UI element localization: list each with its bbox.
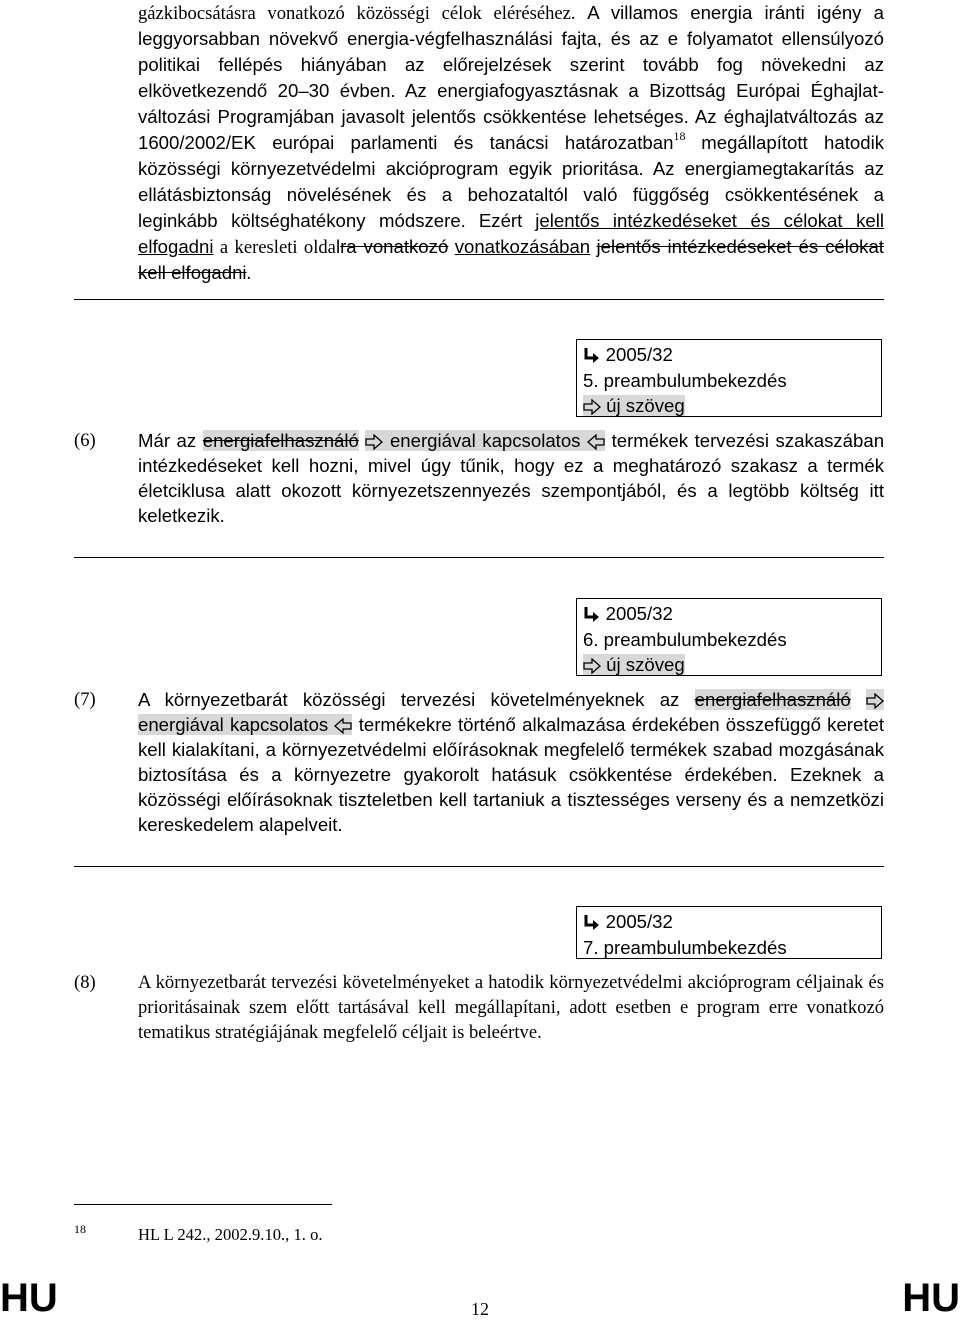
recital-7-deleted: energiafelhasználó [694, 689, 851, 710]
box-ref: 2005/32 [605, 603, 673, 624]
arrow-right-outline-icon [583, 399, 601, 415]
footnote-ref[interactable]: 18 [673, 129, 686, 143]
recital-7-text-a: A környezetbarát közösségi tervezési követelményeknek az [138, 689, 680, 710]
inserted-text-2: vonatkozásában [454, 236, 591, 257]
recital-6-inserted: energiával kapcsolatos [389, 430, 581, 451]
para-end: . [246, 263, 252, 284]
insert-end-arrow-icon [587, 434, 605, 450]
language-code-left: HU [0, 1276, 58, 1320]
recital-8: A környezetbarát tervezési követelményeket a hatodik környezetvédelmi akcióprogram céljainak és prioritásainak szem előtt tartásával kell megállapítani, adott esetben e program erre vonatkozó tematikus stratégiájának megfelelő céljait is beleértve. [138, 972, 884, 1043]
language-code-right: HU [902, 1276, 960, 1320]
box-new-text-line [583, 393, 881, 419]
arrow-down-right-icon [583, 605, 601, 623]
deleted-text-2: jelentős intézkedéseket és célokat kell elfogadni [138, 236, 884, 283]
footnote-rule [74, 1204, 332, 1205]
amendment-box-1 [576, 339, 882, 417]
amendment-box-3 [576, 906, 882, 959]
recital-7-text-b: termékekre történő alkalmazása érdekében összefüggő keretet kell kialakítani, a környezetvédelmi előírásoknak megfelelő termékek szabad mozgásának biztosítása és a környezetre gyakorolt hatásuk csökkentése érdekében. Ezeknek a közösségi előírásoknak tiszteletben kell tartaniuk a tisztességes verseny és a nemzetközi kereskedelem alapelveit. [138, 714, 884, 835]
para-text-3a: Ezért [478, 210, 523, 231]
recital-7-inserted: energiával kapcsolatos [138, 714, 329, 735]
box-ref-line [583, 342, 881, 368]
insert-end-arrow-icon [334, 718, 352, 734]
footnote-number: 18 [74, 1222, 86, 1236]
box-ref-line [583, 601, 881, 627]
arrow-right-outline-icon [583, 658, 601, 674]
box-recital: 6. preambulumbekezdés [583, 629, 787, 650]
box-new-text-line [583, 652, 881, 678]
insert-start-arrow-icon [365, 434, 383, 450]
recital-6-deleted: energiafelhasználó [202, 430, 359, 451]
para-text-2: megállapított hatodik közösségi környezetvédelmi akcióprogram egyik prioritása. Az energiamegtakarítás az ellátásbiztonság növelésének és a behozataltól való függőség csökkentésének a leginkább költséghatékony módszere. [138, 132, 884, 231]
box-recital: 5. preambulumbekezdés [583, 370, 787, 391]
box-new-text: új szöveg [606, 654, 685, 675]
box-recital: 7. preambulumbekezdés [583, 937, 787, 958]
recital-number-8: (8) [74, 972, 96, 993]
box-ref: 2005/32 [605, 344, 673, 365]
separator-rule-3 [74, 866, 884, 867]
page-number: 12 [471, 1299, 489, 1319]
recital-number-7: (7) [74, 689, 96, 710]
top-paragraph [138, 0, 884, 286]
recital-6-text-a: Már az [138, 430, 197, 451]
inserted-text-1: jelentős intézkedéseket és célokat kell elfogadni [138, 210, 884, 257]
recital-6 [138, 428, 884, 528]
arrow-down-right-icon [583, 346, 601, 364]
para-text-1b: A villamos energia iránti igény a leggyorsabban növekvő energia-végfelhasználási fajta, és az e folyamatot ellensúlyozó politikai fellépés hiányában az előrejelzések szerint tovább fog növekedni az elkövetkezendő 20–30 évben. Az energiafogyasztásnak a Bizottság Európai Éghajlat-változási Programjában javasolt jelentős csökkentése lehetséges. Az éghajlatváltozás az 1600/2002/EK európai parlamenti és tanácsi határozatban [138, 2, 885, 153]
box-ref: 2005/32 [605, 911, 673, 932]
para-text-1: gázkibocsátásra vonatkozó közösségi célok eléréséhez. [138, 3, 576, 24]
deleted-text-1: ra vonatkozó [340, 236, 449, 257]
footnote-text: HL L 242., 2002.9.10., 1. o. [138, 1225, 323, 1244]
para-text-3b: a keresleti olda [219, 237, 336, 258]
insert-start-arrow-icon [866, 693, 884, 709]
separator-rule-2 [74, 557, 884, 558]
box-ref-line [583, 909, 881, 935]
box-new-text: új szöveg [606, 395, 685, 416]
arrow-down-right-icon [583, 913, 601, 931]
recital-6-text-b: termékek tervezési szakaszában intézkedéseket kell hozni, mivel úgy tűnik, hogy ez a meghatározó szakasz a termék életciklusa alatt okozott környezetszennyezés szempontjából, és a legtöbb költség itt keletkezik. [138, 430, 885, 526]
recital-7 [138, 687, 884, 837]
recital-number-6: (6) [74, 430, 96, 451]
para-text-3c: l [335, 236, 341, 257]
amendment-box-2 [576, 598, 882, 676]
separator-rule-1 [74, 299, 884, 300]
